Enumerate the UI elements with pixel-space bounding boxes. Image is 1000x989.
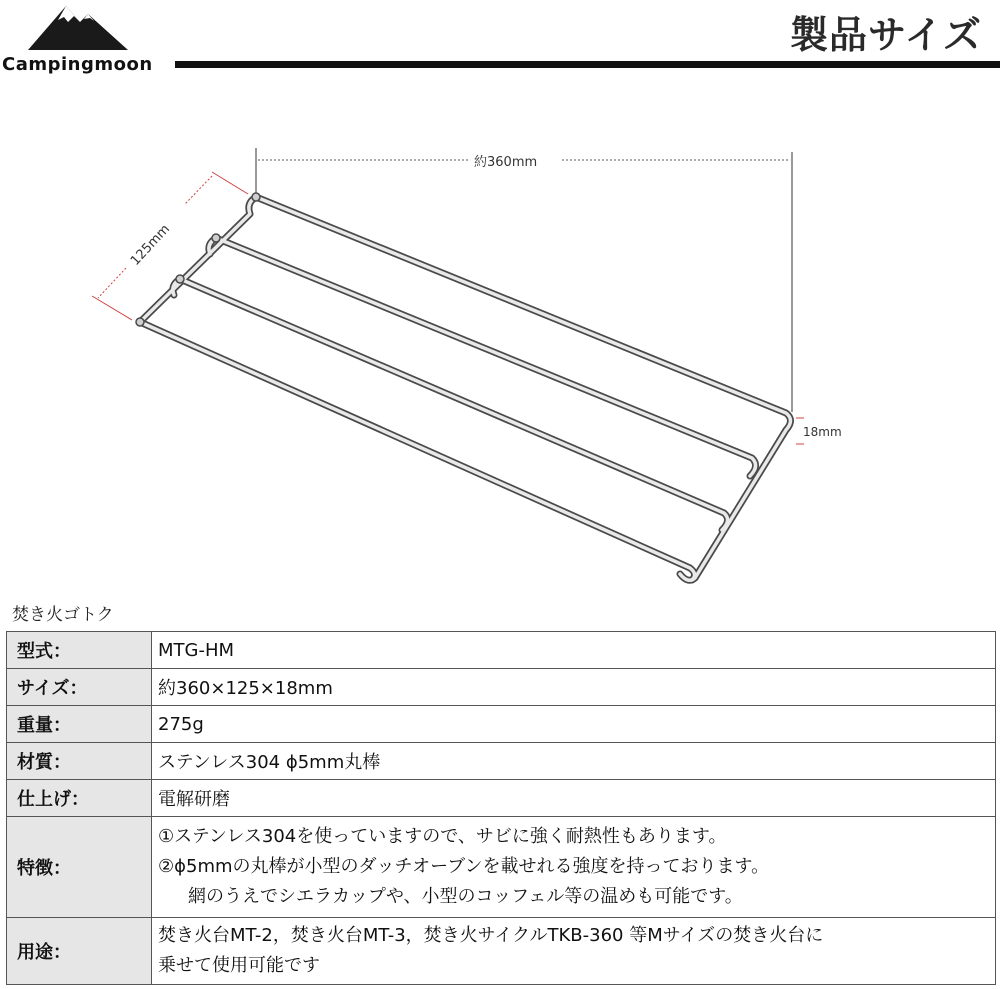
spec-key-size: サイズ：	[7, 669, 152, 706]
spec-key-features: 特徴：	[7, 817, 152, 918]
dim-width-top-tick	[212, 172, 248, 194]
table-row-size	[7, 669, 996, 706]
brand-name: Campingmoon	[2, 54, 153, 75]
table-row-material	[7, 743, 996, 780]
usage-line-2: 乗せて使用可能です	[158, 955, 320, 976]
dim-width-line-bottom	[98, 268, 126, 298]
spec-value-features	[152, 817, 996, 918]
spec-value-finish: 電解研磨	[152, 780, 996, 817]
spec-value-material: ステンレス304 ϕ5mm丸棒	[152, 743, 996, 780]
brand-logo	[0, 0, 170, 82]
mountain-icon	[28, 2, 128, 52]
dim-height-label: 18mm	[803, 425, 842, 439]
feature-line-3: 網のうえでシエラカップや、小型のコッフェル等の温めも可能です。	[188, 886, 743, 907]
spec-value-usage	[152, 918, 996, 985]
dim-length-label: 約360mm	[474, 155, 538, 170]
dim-width-line-top	[185, 176, 212, 204]
table-row-weight	[7, 706, 996, 743]
table-row-finish	[7, 780, 996, 817]
spec-value-model: MTG-HM	[152, 632, 996, 669]
feature-line-2: ②ϕ5mmの丸棒が小型のダッチオーブンを載せれる強度を持っております。	[158, 856, 770, 877]
header-divider	[175, 61, 1000, 68]
spec-key-usage: 用途：	[7, 918, 152, 985]
table-row-usage	[7, 918, 996, 985]
feature-line-1: ①ステンレス304を使っていますので、サビに強く耐熱性もあります。	[158, 826, 727, 847]
product-diagram	[0, 130, 1000, 600]
table-row-model	[7, 632, 996, 669]
spec-key-weight: 重量：	[7, 706, 152, 743]
usage-line-1: 焚き火台MT-2，焚き火台MT-3，焚き火サイクルTKB-360 等Mサイズの焚き火台に	[158, 925, 824, 946]
spec-key-model: 型式：	[7, 632, 152, 669]
dim-width-label: 125mm	[127, 221, 174, 269]
spec-value-weight: 275g	[152, 706, 996, 743]
spec-key-finish: 仕上げ：	[7, 780, 152, 817]
spec-table	[6, 631, 996, 985]
table-row-features	[7, 817, 996, 918]
spec-value-size: 約360×125×18mm	[152, 669, 996, 706]
spec-key-material: 材質：	[7, 743, 152, 780]
page-title: 製品サイズ	[790, 13, 982, 57]
product-name: 焚き火ゴトク	[12, 605, 114, 625]
rack-rods	[136, 193, 791, 580]
dim-width-bottom-tick	[92, 296, 132, 320]
